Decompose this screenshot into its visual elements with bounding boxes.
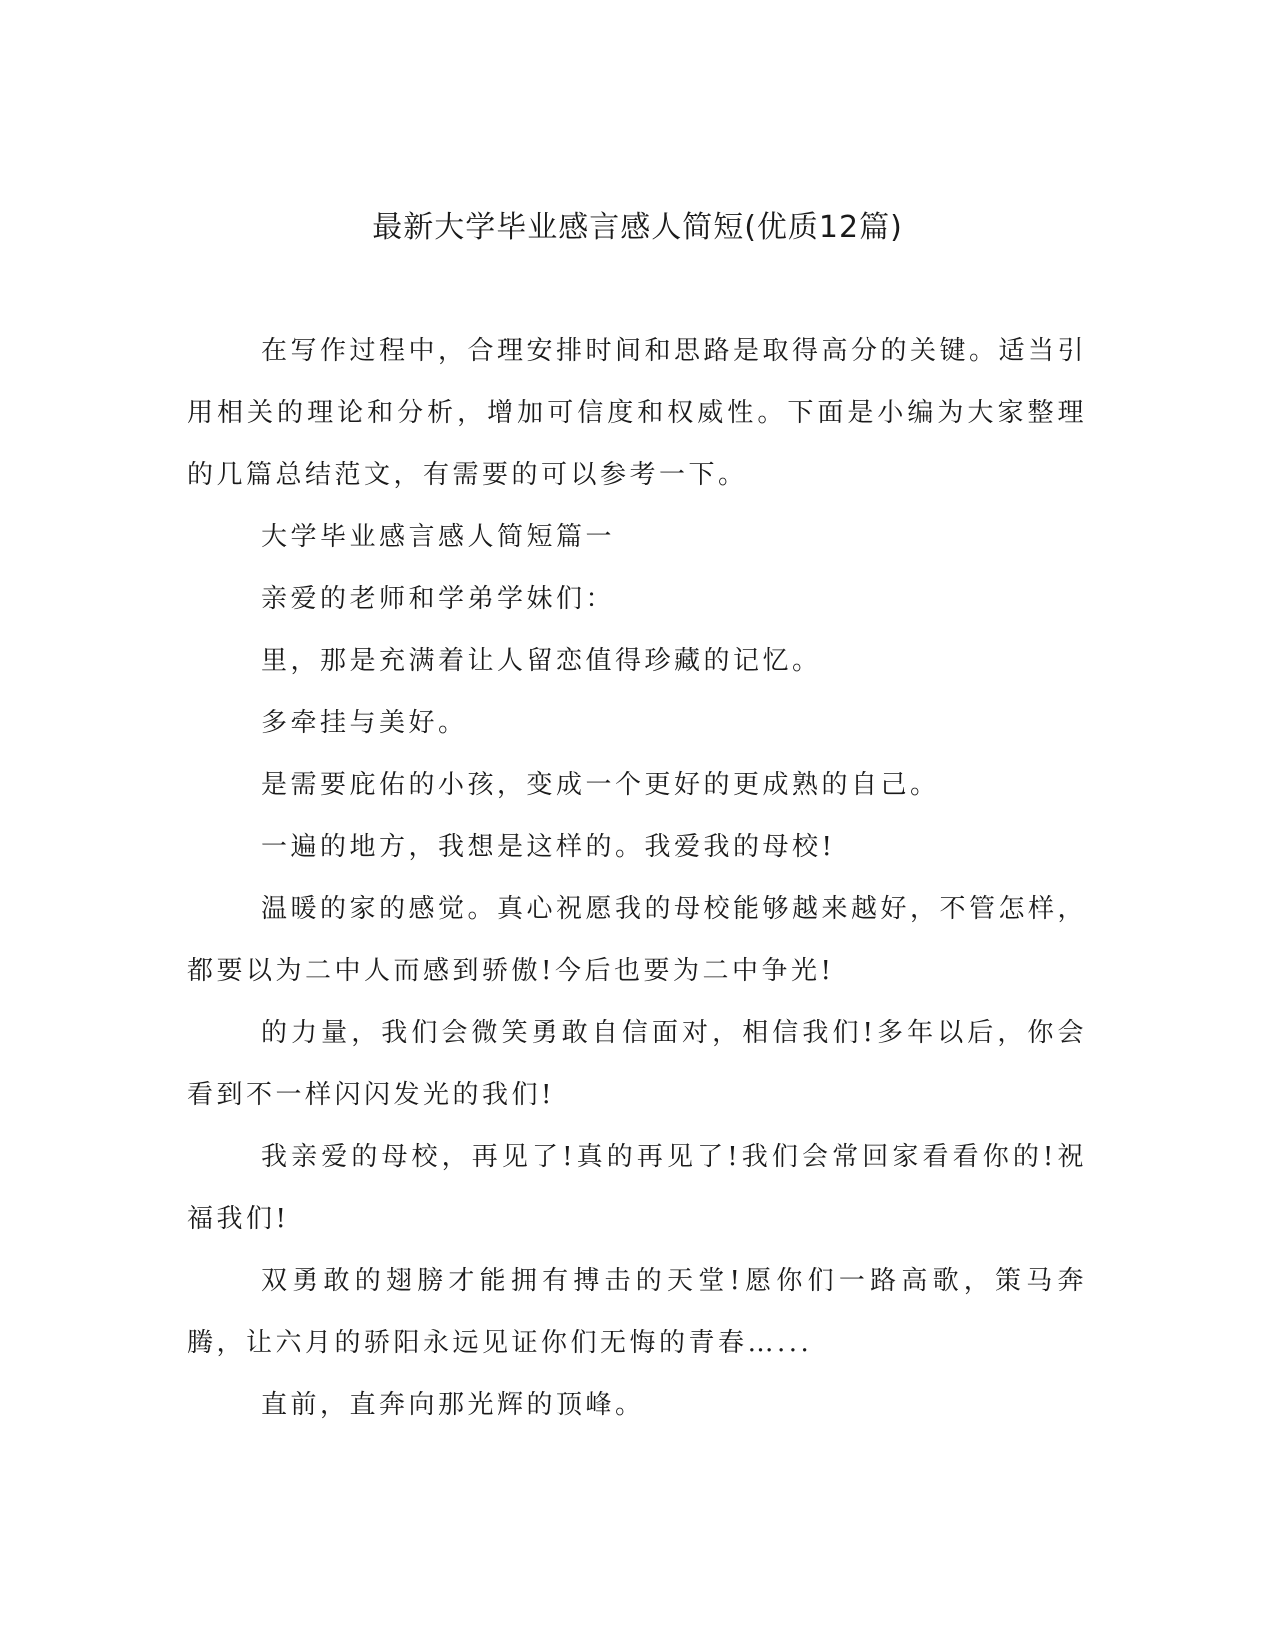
paragraph: 多牵挂与美好。 <box>261 708 468 738</box>
paragraph: 直前，直奔向那光辉的顶峰。 <box>261 1390 645 1420</box>
document-body <box>187 320 1087 1436</box>
paragraph-intro: 在写作过程中，合理安排时间和思路是取得高分的关键。适当引用相关的理论和分析，增加可信度和权威性。下面是小编为大家整理的几篇总结范文，有需要的可以参考一下。 <box>187 336 1088 490</box>
paragraph-salutation: 亲爱的老师和学弟学妹们： <box>261 584 616 614</box>
paragraph: 温暖的家的感觉。真心祝愿我的母校能够越来越好，不管怎样，都要以为二中人而感到骄傲!今后也要为二中争光! <box>187 894 1088 986</box>
paragraph: 一遍的地方，我想是这样的。我爱我的母校! <box>261 832 836 862</box>
paragraph: 里，那是充满着让人留恋值得珍藏的记忆。 <box>261 646 822 676</box>
paragraph: 双勇敢的翅膀才能拥有搏击的天堂!愿你们一路高歌，策马奔腾，让六月的骄阳永远见证你们无悔的青春…... <box>187 1266 1087 1358</box>
paragraph: 我亲爱的母校，再见了!真的再见了!我们会常回家看看你的!祝福我们! <box>187 1142 1087 1234</box>
section-heading: 大学毕业感言感人简短篇一 <box>261 522 616 552</box>
document-title: 最新大学毕业感言感人简短(优质12篇) <box>372 210 903 245</box>
paragraph: 的力量，我们会微笑勇敢自信面对，相信我们!多年以后，你会看到不一样闪闪发光的我们! <box>187 1018 1087 1110</box>
paragraph: 是需要庇佑的小孩，变成一个更好的更成熟的自己。 <box>261 770 940 800</box>
